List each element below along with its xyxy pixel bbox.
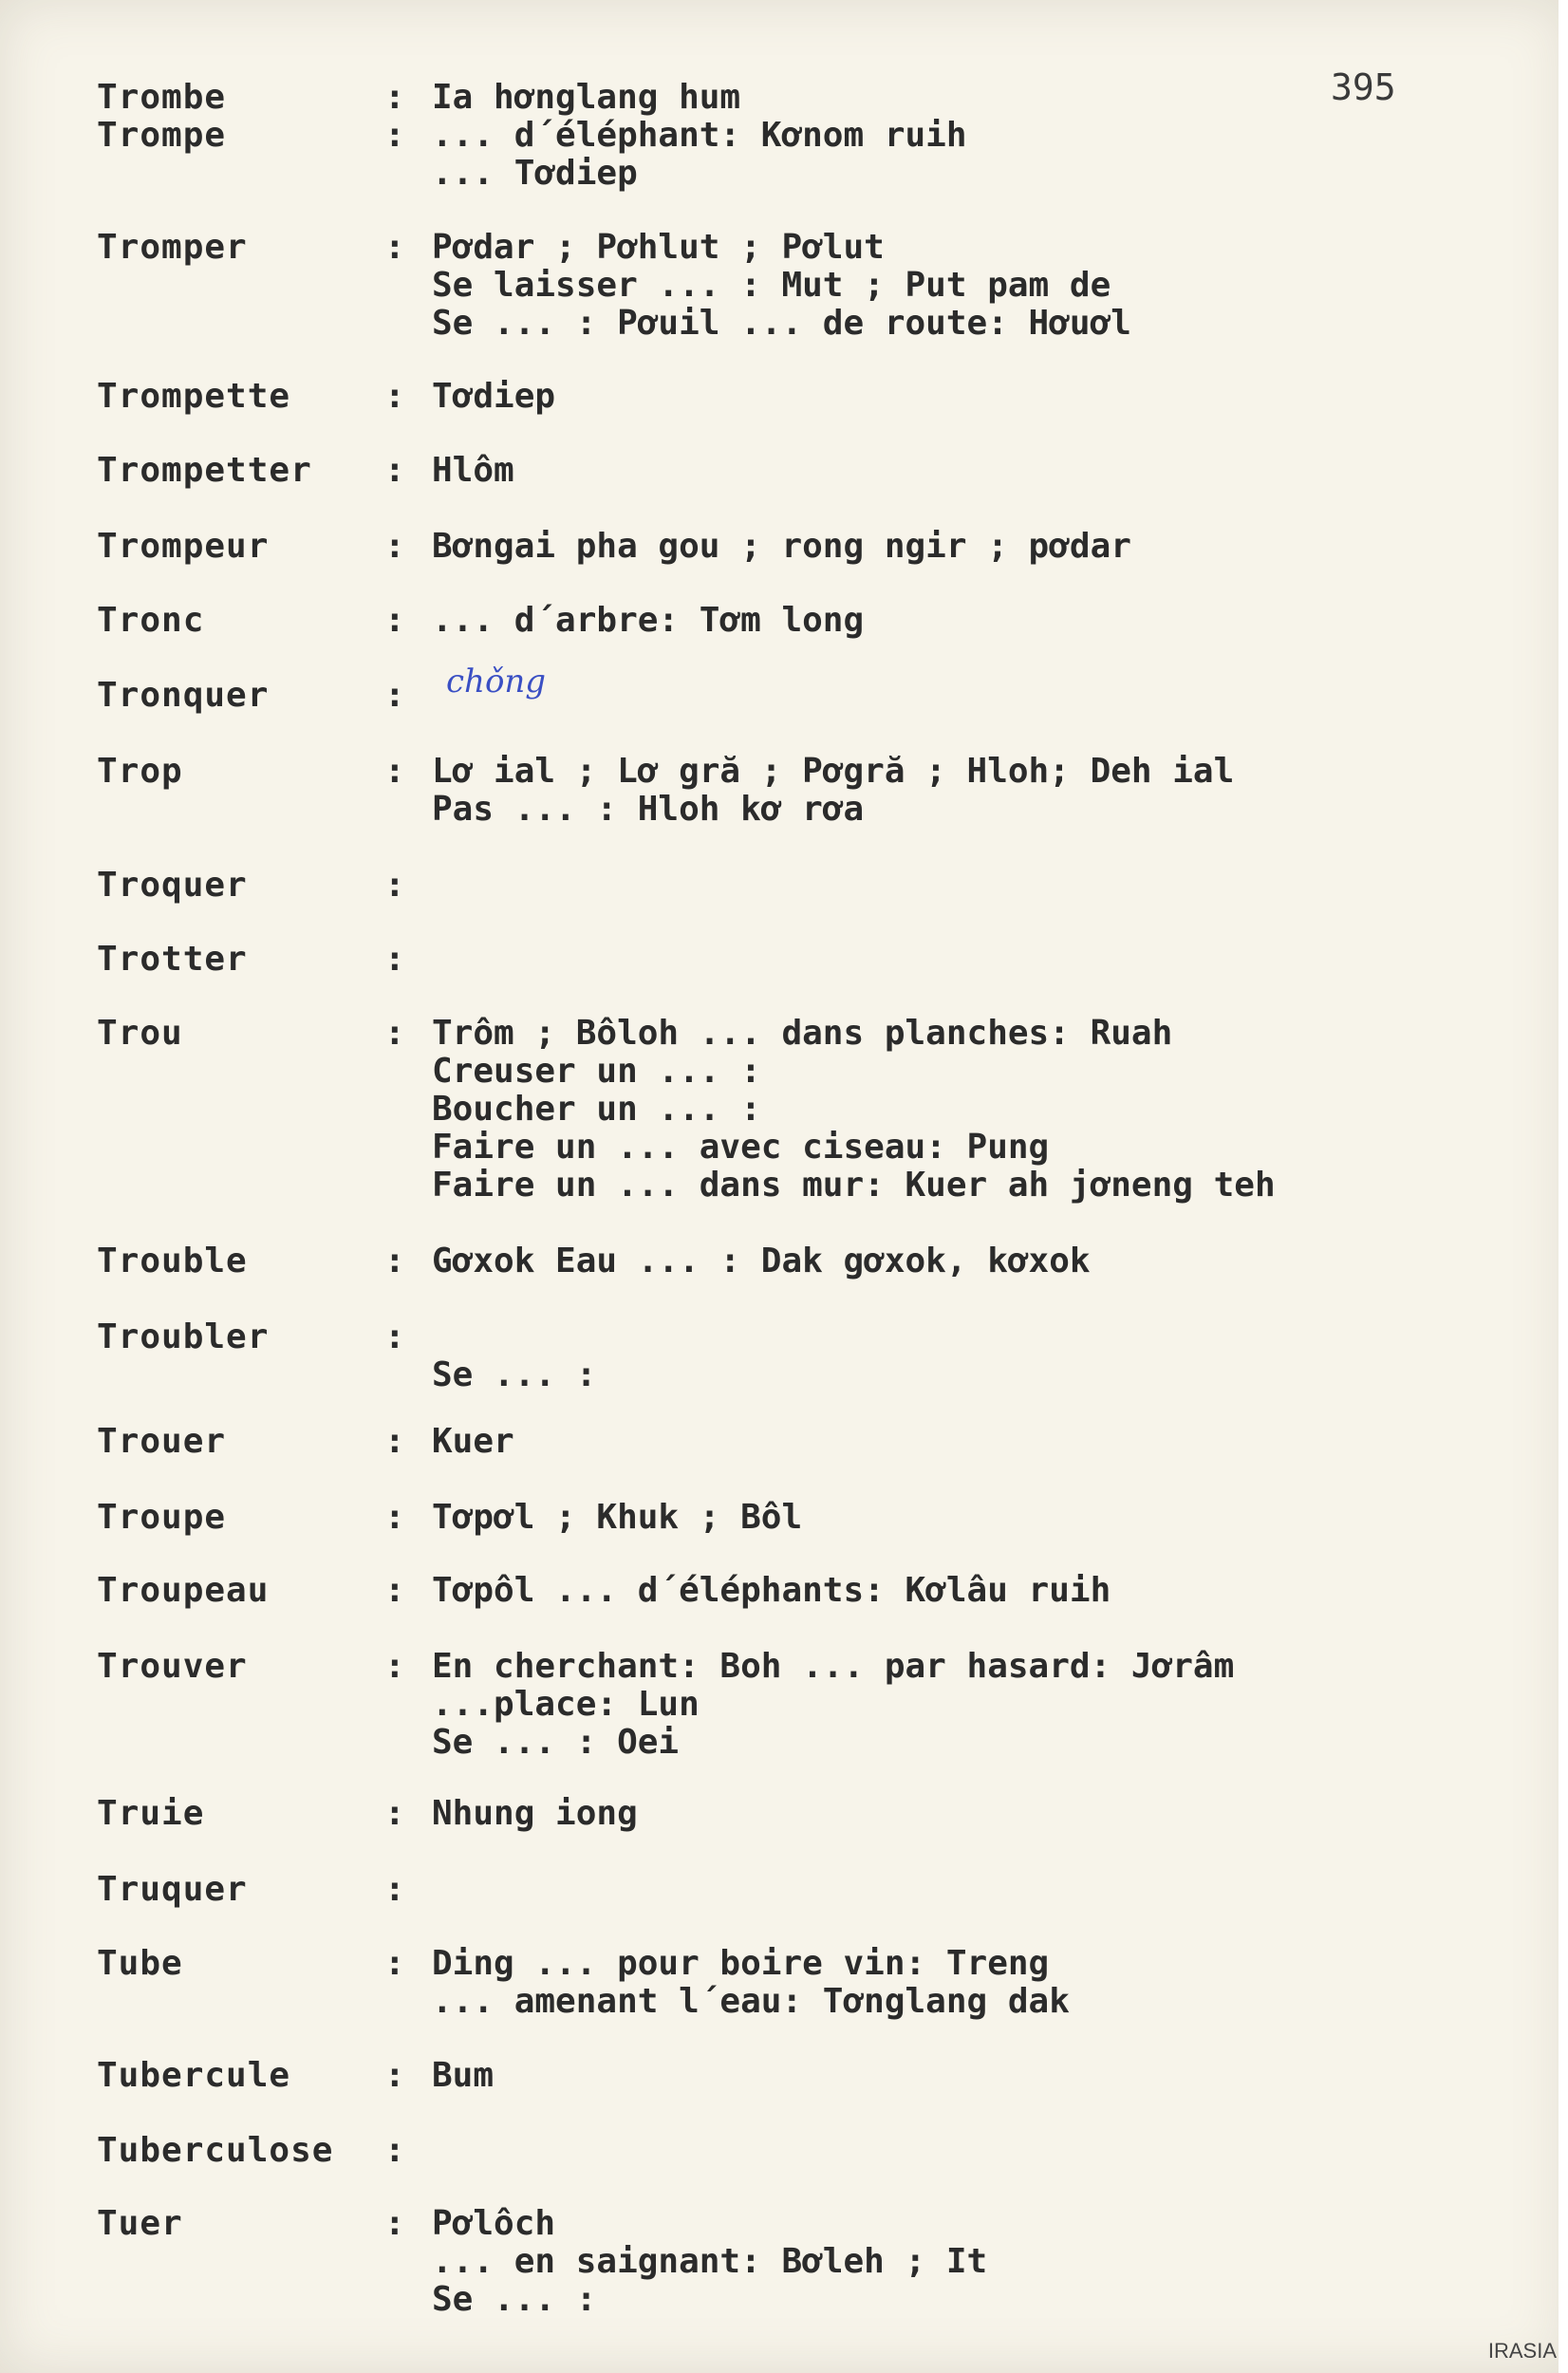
entry-colon: :	[384, 752, 405, 791]
entry-colon: :	[384, 940, 405, 979]
entry-colon: :	[384, 1571, 405, 1610]
entry-term: Tube	[97, 1944, 183, 1983]
entry-colon: :	[384, 116, 405, 155]
entry-definition-line: Lơ ial ; Lơ gră ; Pơgră ; Hloh; Deh ial	[432, 752, 1235, 791]
entry-definition-line: Se ... :	[432, 2280, 597, 2319]
footer-label: IRASIA	[1487, 2339, 1557, 2363]
entry-term: Trompeur	[97, 527, 270, 566]
entry-colon: :	[384, 2131, 405, 2170]
entry-definition-line: Ia hơnglang hum	[432, 78, 741, 117]
entry-definition-line: ...place: Lun	[432, 1685, 700, 1724]
entry-colon: :	[384, 1317, 405, 1356]
entry-colon: :	[384, 527, 405, 566]
entry-definition-line: ... d´arbre: Tơm long	[432, 601, 865, 640]
entry-definition-line: Se laisser ... : Mut ; Put pam de	[432, 266, 1111, 305]
page-number: 395	[1331, 66, 1396, 108]
entry-colon: :	[384, 2204, 405, 2243]
entry-colon: :	[384, 676, 405, 715]
entry-term: Troquer	[97, 866, 248, 905]
entry-definition-line: Pơlôch	[432, 2204, 556, 2243]
entry-term: Trompette	[97, 377, 291, 416]
entry-term: Trompe	[97, 116, 227, 155]
entry-term: Tromper	[97, 228, 248, 267]
entry-term: Tuer	[97, 2204, 183, 2243]
entry-definition-line: Pơdar ; Pơhlut ; Pơlut	[432, 228, 885, 267]
entry-definition-line: Creuser un ... :	[432, 1052, 761, 1091]
entry-definition-line: Boucher un ... :	[432, 1090, 761, 1129]
entry-definition-line: ... Tơdiep	[432, 154, 638, 193]
entry-colon: :	[384, 1870, 405, 1909]
entry-term: Tubercule	[97, 2056, 291, 2095]
entry-term: Tronquer	[97, 676, 270, 715]
entry-term: Truquer	[97, 1870, 248, 1909]
entry-definition-line: Tơpơl ; Khuk ; Bôl	[432, 1498, 803, 1537]
entry-definition-line: Hlôm	[432, 451, 514, 490]
entry-definition-line: Se ... :	[432, 1355, 597, 1394]
entry-colon: :	[384, 1422, 405, 1461]
entry-definition-line: Tơpôl ... d´éléphants: Kơlâu ruih	[432, 1571, 1111, 1610]
entry-colon: :	[384, 78, 405, 117]
entry-term: Trop	[97, 752, 183, 791]
entry-definition-line: Bơngai pha gou ; rong ngir ; pơdar	[432, 527, 1131, 566]
entry-colon: :	[384, 866, 405, 905]
entry-definition-line: Se ... : Oei	[432, 1723, 680, 1762]
entry-definition-line: Ding ... pour boire vin: Treng	[432, 1944, 1050, 1983]
entry-term: Trouver	[97, 1647, 248, 1686]
entry-term: Trotter	[97, 940, 248, 979]
entry-definition-line: Faire un ... avec ciseau: Pung	[432, 1128, 1050, 1167]
entry-colon: :	[384, 228, 405, 267]
entry-colon: :	[384, 1944, 405, 1983]
entry-term: Troubler	[97, 1317, 270, 1356]
entry-definition-line: En cherchant: Boh ... par hasard: Jơrâm	[432, 1647, 1235, 1686]
entry-term: Trombe	[97, 78, 227, 117]
entry-colon: :	[384, 377, 405, 416]
entry-term: Truie	[97, 1794, 205, 1833]
entry-definition-line: Se ... : Pơuil ... de route: Hơuơl	[432, 304, 1131, 343]
entry-term: Tronc	[97, 601, 205, 640]
entry-colon: :	[384, 1498, 405, 1537]
entry-term: Troupeau	[97, 1571, 270, 1610]
entry-term: Tuberculose	[97, 2131, 334, 2170]
entry-term: Trouer	[97, 1422, 227, 1461]
entry-definition-line: Gơxok Eau ... : Dak gơxok, kơxok	[432, 1242, 1091, 1280]
entry-colon: :	[384, 1794, 405, 1833]
entry-colon: :	[384, 451, 405, 490]
entry-term: Troupe	[97, 1498, 227, 1537]
entry-definition-line: ... en saignant: Bơleh ; It	[432, 2242, 988, 2281]
entry-colon: :	[384, 2056, 405, 2095]
entry-definition-line: Nhung iong	[432, 1794, 638, 1833]
entry-definition-line: Tơdiep	[432, 377, 556, 416]
entry-colon: :	[384, 1242, 405, 1280]
entry-colon: :	[384, 1647, 405, 1686]
entry-definition-line: Trôm ; Bôloh ... dans planches: Ruah	[432, 1014, 1173, 1053]
entry-term: Trompetter	[97, 451, 312, 490]
entry-term: Trouble	[97, 1242, 248, 1280]
entry-definition-line: Pas ... : Hloh kơ rơa	[432, 790, 865, 829]
entry-definition-line: Kuer	[432, 1422, 514, 1461]
entry-definition-line: Bum	[432, 2056, 495, 2095]
entry-definition-line: Faire un ... dans mur: Kuer ah jơneng teh	[432, 1166, 1276, 1205]
handwritten-annotation: chǒng	[446, 663, 547, 701]
entry-definition-line: ... d´éléphant: Kơnom ruih	[432, 116, 967, 155]
page-edge	[1559, 0, 1568, 2373]
entry-term: Trou	[97, 1014, 183, 1053]
entry-colon: :	[384, 1014, 405, 1053]
entry-colon: :	[384, 601, 405, 640]
entry-definition-line: ... amenant l´eau: Tơnglang dak	[432, 1982, 1070, 2021]
